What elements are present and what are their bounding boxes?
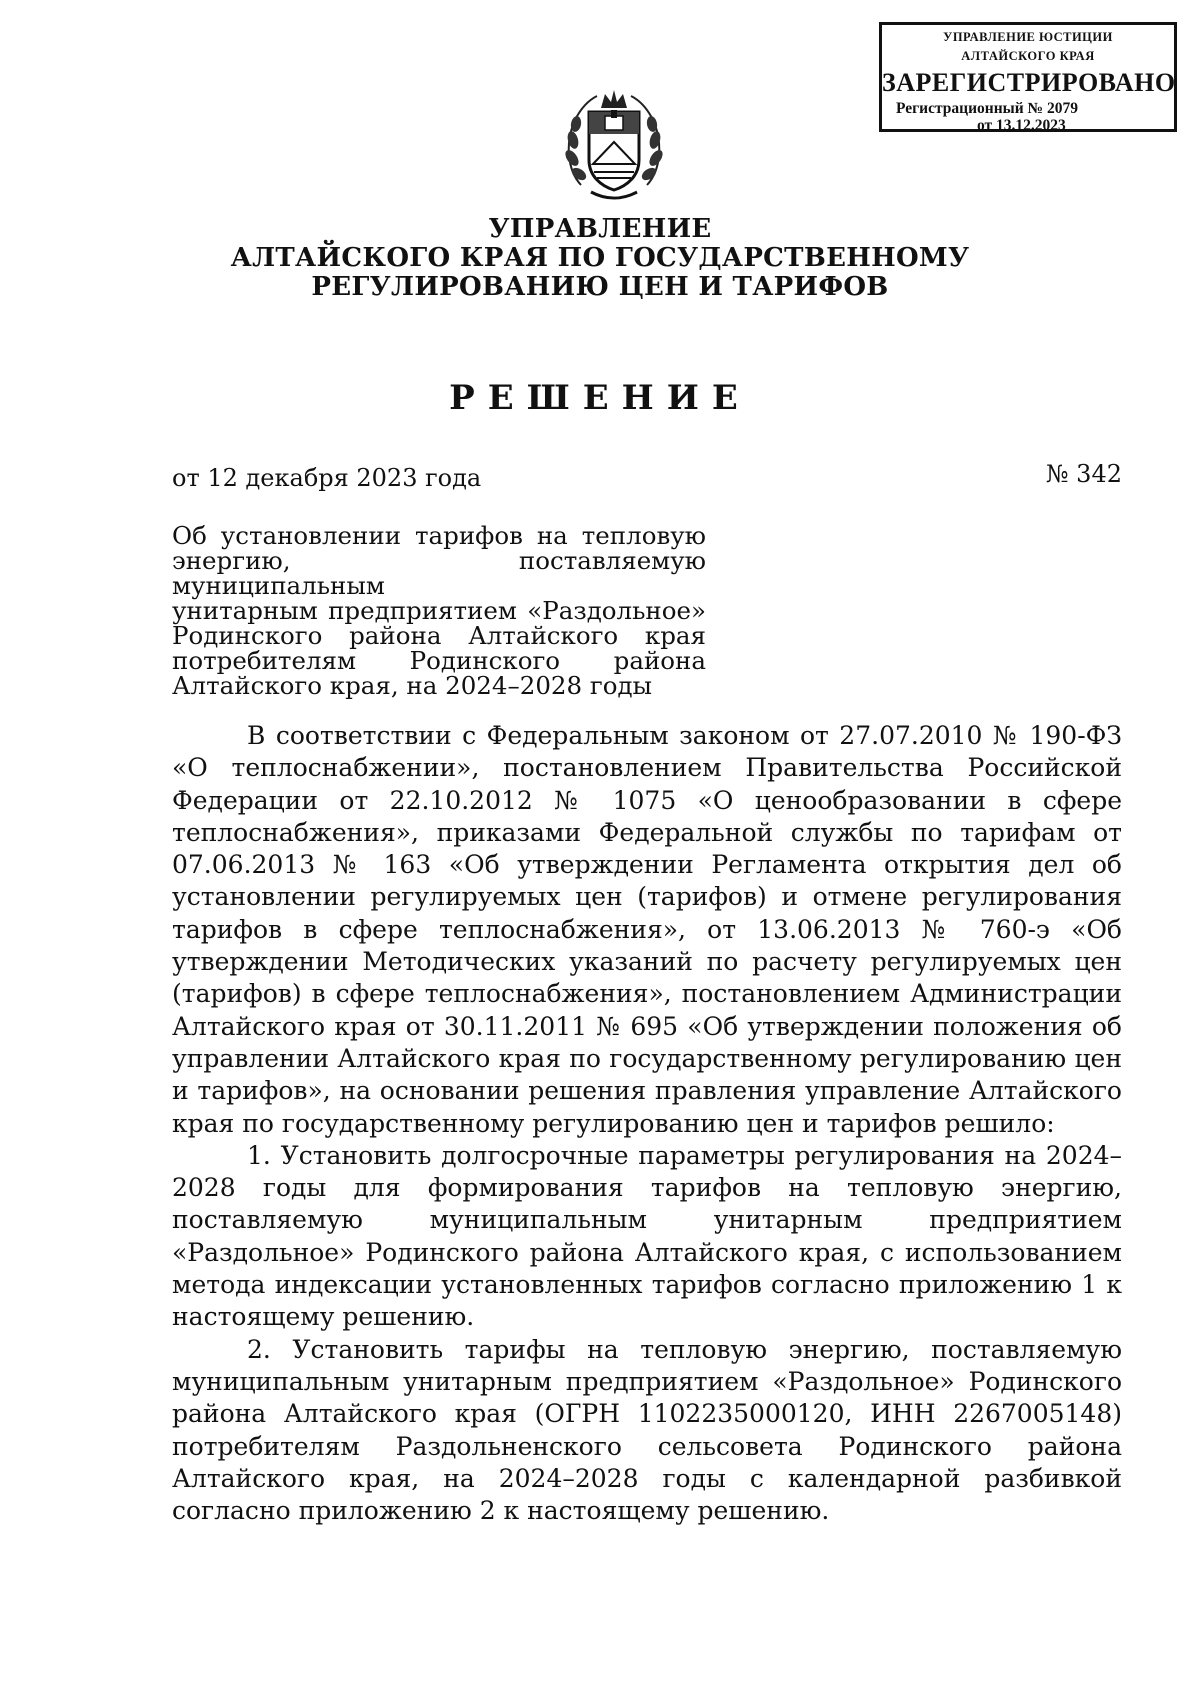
registration-stamp [879, 22, 1177, 132]
subject-line: потребителям Родинского района [172, 646, 706, 675]
coat-of-arms-icon [561, 80, 667, 205]
clause-1-paragraph: 1. Установить долгосрочные параметры регулирования на 2024–2028 годы для формирования тарифов на тепловую энергию, поставляемую муниципальным унитарным предприятием «Раздольное» Родинского района Алтайского края, с использованием метода индексации установленных тарифов согласно приложению 1 к настоящему решению. [172, 1140, 1122, 1332]
document-number: № 342 [1045, 460, 1122, 488]
stamp-org-line2: АЛТАЙСКОГО КРАЯ [961, 49, 1095, 63]
document-date: от 12 декабря 2023 года [172, 464, 482, 492]
subject-line: унитарным предприятием «Раздольное» [172, 596, 706, 625]
authority-line1: УПРАВЛЕНИЕ [488, 214, 712, 244]
stamp-reg-number: Регистрационный № 2079 [896, 100, 1078, 117]
authority-line3: РЕГУЛИРОВАНИЮ ЦЕН И ТАРИФОВ [311, 272, 889, 302]
subject-line: Алтайского края, на 2024–2028 годы [172, 671, 653, 700]
subject-line: энергию, поставляемую муниципальным [172, 546, 706, 600]
subject-line: Родинского района Алтайского края [172, 621, 706, 650]
clause-2-paragraph: 2. Установить тарифы на тепловую энергию, поставляемую муниципальным унитарным предприятием «Раздольное» Родинского района Алтайского края (ОГРН 1102235000120, ИНН 2267005148) потребителям Раздольненского сельсовета Родинского района Алтайского края, на 2024–2028 годы с календарной разбивкой согласно приложению 2 к настоящему решению. [172, 1334, 1122, 1526]
document-subject [172, 523, 706, 698]
subject-line: Об установлении тарифов на тепловую [172, 521, 706, 550]
document-body [172, 720, 1122, 1527]
authority-line2: АЛТАЙСКОГО КРАЯ ПО ГОСУДАРСТВЕННОМУ [230, 243, 970, 273]
document-type: РЕШЕНИЕ [449, 378, 751, 418]
preamble-paragraph: В соответствии с Федеральным законом от 27.07.2010 № 190-ФЗ «О теплоснабжении», постановлением Правительства Российской Федерации от 22.10.2012 № 1075 «О ценообразовании в сфере теплоснабжения», приказами Федеральной службы по тарифам от 07.06.2013 № 163 «Об утверждении Регламента открытия дел об установлении регулируемых цен (тарифов) и отмене регулирования тарифов в сфере теплоснабжения», от 13.06.2013 № 760-э «Об утверждении Методических указаний по расчету регулируемых цен (тарифов) в сфере теплоснабжения», постановлением Администрации Алтайского края от 30.11.2011 № 695 «Об утверждении положения об управлении Алтайского края по государственному регулированию цен и тарифов», на основании решения правления управление Алтайского края по государственному регулированию цен и тарифов решило: [172, 721, 1122, 1138]
stamp-status: ЗАРЕГИСТРИРОВАНО [882, 68, 1176, 97]
stamp-org-line1: УПРАВЛЕНИЕ ЮСТИЦИИ [943, 30, 1113, 44]
issuing-authority [200, 215, 1000, 302]
stamp-reg-date: от 13.12.2023 [977, 117, 1066, 134]
